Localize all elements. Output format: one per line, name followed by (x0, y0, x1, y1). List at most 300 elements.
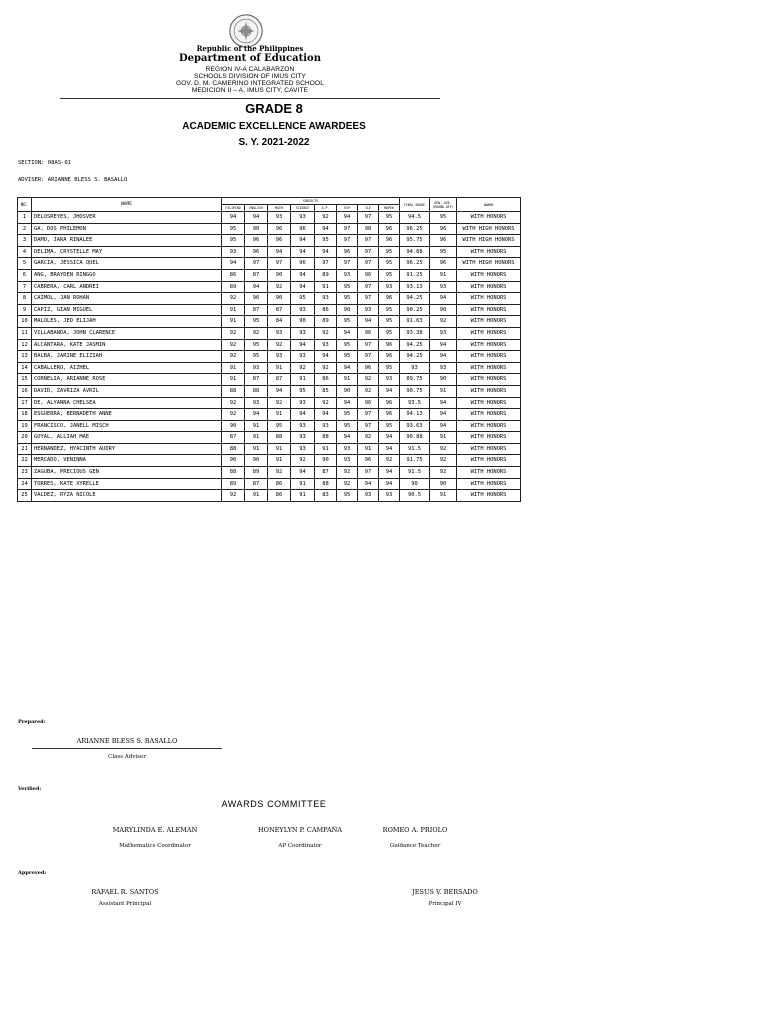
general-average: 96 (430, 223, 457, 235)
subject-header: A.P. (315, 205, 337, 212)
subject-grade: 93 (268, 327, 291, 339)
subject-grade: 91 (315, 281, 337, 293)
student-name: DELOSREYES, JHOSVER (32, 212, 222, 224)
header-divider (60, 98, 440, 99)
general-average: 95 (430, 212, 457, 224)
subject-grade: 96 (291, 258, 315, 270)
subject-grade: 94 (337, 362, 358, 374)
table-row (18, 269, 521, 281)
row-number: 13 (18, 351, 32, 363)
row-number: 10 (18, 316, 32, 328)
subject-grade: 97 (245, 258, 268, 270)
general-average: 91 (430, 385, 457, 397)
subject-grade: 86 (268, 490, 291, 502)
subject-grade: 91 (268, 409, 291, 421)
subject-grade: 94 (245, 212, 268, 224)
col-gen-ave-header: GEN. AVE. (ROUND-OFF) (430, 198, 457, 212)
address-line: MEDICION II – A, IMUS CITY, CAVITE (191, 87, 309, 94)
subject-grade: 94 (291, 281, 315, 293)
general-average: 94 (430, 351, 457, 363)
award: WITH HONORS (457, 467, 521, 479)
region-line: REGION IV-A CALABARZON (205, 66, 295, 73)
subject-header: ENGLISH (245, 205, 268, 212)
row-number: 17 (18, 397, 32, 409)
subject-grade: 93 (358, 490, 379, 502)
subject-grade: 93 (291, 212, 315, 224)
subject-grade: 96 (245, 235, 268, 247)
subject-grade: 87 (245, 478, 268, 490)
subject-grade: 88 (222, 467, 245, 479)
subject-grade: 91 (222, 304, 245, 316)
subject-grade: 95 (337, 351, 358, 363)
subject-grade: 94 (245, 409, 268, 421)
subject-grade: 93 (245, 397, 268, 409)
student-name: DE, ALYANNA CHELSEA (32, 397, 222, 409)
subject-grade: 97 (358, 339, 379, 351)
subject-grade: 90 (291, 316, 315, 328)
awards-title: ACADEMIC EXCELLENCE AWARDEES (182, 121, 366, 132)
subject-grade: 92 (268, 397, 291, 409)
school-year: S. Y. 2021-2022 (238, 137, 310, 148)
table-row (18, 339, 521, 351)
row-number: 6 (18, 269, 32, 281)
table-row (18, 443, 521, 455)
row-number: 14 (18, 362, 32, 374)
subject-grade: 95 (337, 339, 358, 351)
subject-grade: 88 (268, 432, 291, 444)
subject-grade: 94 (379, 467, 400, 479)
subject-grade: 95 (245, 339, 268, 351)
subject-grade: 97 (268, 258, 291, 270)
subject-grade: 95 (379, 269, 400, 281)
table-row (18, 455, 521, 467)
award: WITH HONORS (457, 304, 521, 316)
subject-grade: 92 (268, 467, 291, 479)
subject-grade: 97 (358, 212, 379, 224)
subject-grade: 92 (222, 351, 245, 363)
subject-grade: 87 (245, 304, 268, 316)
subject-grade: 97 (358, 246, 379, 258)
student-name: TORRES, KATE XYRELLE (32, 478, 222, 490)
verified-label: Verified: (18, 786, 42, 792)
prepared-name: ARIANNE BLESS S. BASALLO (76, 737, 178, 745)
subject-grade: 96 (358, 397, 379, 409)
subject-grade: 87 (315, 467, 337, 479)
student-name: GARCIA, JESSICA QUEL (32, 258, 222, 270)
approver-2-role: Principal IV (428, 901, 462, 907)
subject-grade: 91 (291, 374, 315, 386)
subject-grade: 92 (337, 467, 358, 479)
general-average: 92 (430, 467, 457, 479)
subject-grade: 95 (291, 293, 315, 305)
table-row (18, 362, 521, 374)
final-grade: 89.75 (400, 374, 430, 386)
subject-grade: 94 (291, 467, 315, 479)
award: WITH HONORS (457, 420, 521, 432)
subject-grade: 92 (337, 478, 358, 490)
subject-grade: 94 (337, 327, 358, 339)
subject-grade: 93 (291, 432, 315, 444)
final-grade: 94.25 (400, 351, 430, 363)
awardees-table (17, 197, 521, 502)
subject-grade: 93 (358, 304, 379, 316)
table-row (18, 467, 521, 479)
subject-grade: 83 (315, 490, 337, 502)
subject-grade: 97 (358, 409, 379, 421)
row-number: 22 (18, 455, 32, 467)
award: WITH HONORS (457, 212, 521, 224)
general-average: 94 (430, 420, 457, 432)
subject-grade: 93 (379, 281, 400, 293)
subject-grade: 94 (337, 397, 358, 409)
subject-grade: 87 (268, 304, 291, 316)
subject-grade: 92 (315, 327, 337, 339)
subject-grade: 95 (379, 212, 400, 224)
table-row (18, 409, 521, 421)
student-name: DAVID, ZAVRIZA AVRIL (32, 385, 222, 397)
subject-grade: 87 (245, 374, 268, 386)
award: WITH HONORS (457, 351, 521, 363)
subject-grade: 91 (337, 374, 358, 386)
subject-grade: 93 (337, 455, 358, 467)
subject-grade: 93 (315, 339, 337, 351)
subject-grade: 89 (222, 281, 245, 293)
student-name: ANG, BRAYDEN RINGGO (32, 269, 222, 281)
subject-grade: 93 (291, 304, 315, 316)
approver-1-role: Assistant Principal (98, 901, 152, 907)
verifier-3-role: Guidance Teacher (389, 843, 441, 849)
subject-grade: 90 (245, 223, 268, 235)
general-average: 93 (430, 362, 457, 374)
subject-grade: 96 (358, 327, 379, 339)
subject-grade: 95 (379, 327, 400, 339)
subject-grade: 95 (291, 385, 315, 397)
table-row (18, 432, 521, 444)
row-number: 23 (18, 467, 32, 479)
subject-grade: 96 (291, 223, 315, 235)
award: WITH HONORS (457, 409, 521, 421)
award: WITH HONORS (457, 339, 521, 351)
subject-grade: 91 (315, 443, 337, 455)
award: WITH HONORS (457, 269, 521, 281)
subject-grade: 91 (358, 443, 379, 455)
subject-header: MAPEH (379, 205, 400, 212)
approver-1-name: RAFAEL R. SANTOS (91, 888, 159, 896)
general-average: 91 (430, 490, 457, 502)
subject-grade: 97 (358, 467, 379, 479)
subject-grade: 88 (315, 432, 337, 444)
subject-grade: 97 (337, 258, 358, 270)
grade-title: GRADE 8 (245, 101, 303, 116)
subject-grade: 95 (337, 281, 358, 293)
subject-grade: 94 (291, 235, 315, 247)
subject-grade: 95 (222, 235, 245, 247)
subject-grade: 95 (379, 362, 400, 374)
section-label: SECTION: 08AS-01 (18, 160, 71, 166)
student-name: VILLABANDA, JOHN CLARENCE (32, 327, 222, 339)
subject-grade: 92 (358, 385, 379, 397)
student-name: MALOLES, JED ELIJAH (32, 316, 222, 328)
subject-grade: 98 (358, 223, 379, 235)
subject-grade: 86 (222, 269, 245, 281)
subject-grade: 90 (222, 455, 245, 467)
subject-grade: 90 (268, 293, 291, 305)
subject-grade: 93 (222, 246, 245, 258)
subject-grade: 93 (337, 269, 358, 281)
subject-grade: 95 (337, 490, 358, 502)
deped-seal-logo (229, 14, 263, 48)
subject-grade: 88 (222, 443, 245, 455)
table-row (18, 212, 521, 224)
row-number: 2 (18, 223, 32, 235)
subject-grade: 94 (358, 316, 379, 328)
subject-grade: 97 (358, 293, 379, 305)
subject-grade: 92 (315, 397, 337, 409)
general-average: 94 (430, 397, 457, 409)
student-name: HERNANDEZ, HYACINTH AUDRY (32, 443, 222, 455)
general-average: 93 (430, 281, 457, 293)
table-row (18, 351, 521, 363)
subject-grade: 95 (379, 304, 400, 316)
subject-grade: 92 (315, 212, 337, 224)
col-name-header: NAME (32, 198, 222, 212)
general-average: 91 (430, 432, 457, 444)
subject-grade: 94 (379, 443, 400, 455)
subject-grade: 93 (379, 490, 400, 502)
table-body (18, 212, 521, 502)
subject-grade: 94 (379, 432, 400, 444)
subject-grade: 91 (291, 478, 315, 490)
final-grade: 91.5 (400, 443, 430, 455)
subject-grade: 95 (379, 420, 400, 432)
subject-grade: 97 (358, 420, 379, 432)
subject-grade: 96 (268, 223, 291, 235)
subject-grade: 92 (222, 490, 245, 502)
committee-title: AWARDS COMMITTEE (221, 799, 327, 809)
table-row (18, 316, 521, 328)
student-name: CABRERA, CARL ANDREI (32, 281, 222, 293)
final-grade: 93.63 (400, 420, 430, 432)
adviser-label: ADVISER: ARIANNE BLESS S. BASALLO (18, 177, 128, 183)
general-average: 91 (430, 269, 457, 281)
subject-grade: 96 (358, 269, 379, 281)
final-grade: 94.88 (400, 246, 430, 258)
table-row (18, 281, 521, 293)
subject-grade: 93 (291, 397, 315, 409)
row-number: 24 (18, 478, 32, 490)
award: WITH HIGH HONORS (457, 258, 521, 270)
award: WITH HONORS (457, 490, 521, 502)
subject-header: SCIENCE (291, 205, 315, 212)
general-average: 93 (430, 327, 457, 339)
subject-grade: 93 (291, 327, 315, 339)
award: WITH HONORS (457, 362, 521, 374)
subject-grade: 91 (268, 455, 291, 467)
award: WITH HIGH HONORS (457, 235, 521, 247)
award: WITH HONORS (457, 385, 521, 397)
subject-grade: 95 (337, 293, 358, 305)
subject-grade: 90 (268, 269, 291, 281)
subject-grade: 97 (358, 258, 379, 270)
subject-grade: 89 (315, 316, 337, 328)
final-grade: 93.13 (400, 281, 430, 293)
final-grade: 91.75 (400, 455, 430, 467)
division-line: SCHOOLS DIVISION OF IMUS CITY (193, 73, 307, 80)
row-number: 19 (18, 420, 32, 432)
subject-grade: 93 (291, 351, 315, 363)
row-number: 15 (18, 374, 32, 386)
subject-grade: 89 (222, 478, 245, 490)
final-grade: 90 (400, 478, 430, 490)
award: WITH HONORS (457, 293, 521, 305)
row-number: 25 (18, 490, 32, 502)
subject-grade: 96 (379, 409, 400, 421)
table-row (18, 223, 521, 235)
subject-grade: 96 (379, 339, 400, 351)
table-row (18, 397, 521, 409)
republic-heading: Republic of the Philippines (196, 44, 304, 53)
student-name: GA, DOS PHILEMON (32, 223, 222, 235)
subject-grade: 88 (222, 385, 245, 397)
subject-grade: 87 (245, 269, 268, 281)
subject-grade: 91 (245, 432, 268, 444)
subject-grade: 91 (222, 374, 245, 386)
subject-grade: 97 (358, 351, 379, 363)
subject-grade: 94 (379, 385, 400, 397)
general-average: 90 (430, 478, 457, 490)
subject-grade: 93 (268, 212, 291, 224)
subject-grade: 91 (291, 490, 315, 502)
subject-grade: 94 (337, 212, 358, 224)
subject-grade: 91 (268, 443, 291, 455)
subject-grade: 92 (268, 339, 291, 351)
subject-grade: 89 (315, 269, 337, 281)
subject-grade: 96 (268, 235, 291, 247)
student-name: CAIMOL, JAN ROHAN (32, 293, 222, 305)
subject-grade: 97 (358, 281, 379, 293)
student-name: FRANCISCO, JANELL MISCH (32, 420, 222, 432)
award: WITH HONORS (457, 432, 521, 444)
subject-grade: 94 (291, 269, 315, 281)
subject-grade: 94 (379, 478, 400, 490)
award: WITH HONORS (457, 478, 521, 490)
award: WITH HONORS (457, 327, 521, 339)
row-number: 4 (18, 246, 32, 258)
subject-grade: 93 (379, 374, 400, 386)
subject-grade: 92 (245, 327, 268, 339)
subject-grade: 92 (222, 397, 245, 409)
award: WITH HONORS (457, 246, 521, 258)
subject-grade: 86 (315, 304, 337, 316)
subject-grade: 91 (222, 362, 245, 374)
award: WITH HONORS (457, 281, 521, 293)
subject-grade: 89 (245, 467, 268, 479)
subject-grade: 92 (358, 374, 379, 386)
subject-grade: 95 (337, 409, 358, 421)
subject-grade: 96 (358, 362, 379, 374)
subject-grade: 90 (222, 420, 245, 432)
subject-grade: 85 (315, 385, 337, 397)
subject-grade: 95 (315, 235, 337, 247)
subject-grade: 96 (379, 223, 400, 235)
subject-grade: 95 (268, 420, 291, 432)
subject-grade: 94 (315, 351, 337, 363)
subject-grade: 92 (222, 293, 245, 305)
subject-grade: 91 (222, 316, 245, 328)
subject-grade: 94 (315, 223, 337, 235)
subject-grade: 97 (337, 223, 358, 235)
subject-grade: 86 (315, 374, 337, 386)
row-number: 20 (18, 432, 32, 444)
subject-grade: 96 (379, 351, 400, 363)
table-row (18, 235, 521, 247)
subject-grade: 94 (291, 339, 315, 351)
row-number: 8 (18, 293, 32, 305)
subject-grade: 94 (291, 409, 315, 421)
subject-grade: 93 (337, 443, 358, 455)
final-grade: 96.25 (400, 258, 430, 270)
verifier-3-name: ROMEO A. PRIOLO (382, 826, 448, 834)
student-name: CORNELIA, ARIANNE ROSE (32, 374, 222, 386)
subject-grade: 86 (268, 478, 291, 490)
subject-grade: 95 (337, 420, 358, 432)
subject-grade: 90 (315, 455, 337, 467)
subject-grade: 93 (245, 362, 268, 374)
final-grade: 93.38 (400, 327, 430, 339)
final-grade: 93.5 (400, 397, 430, 409)
subject-grade: 95 (222, 223, 245, 235)
final-grade: 94.25 (400, 339, 430, 351)
subject-grade: 96 (245, 293, 268, 305)
subject-header: TLE (358, 205, 379, 212)
subject-grade: 88 (245, 385, 268, 397)
department-heading: Department of Education (179, 53, 321, 64)
student-name: DELIMA, CRYSTELLE MAY (32, 246, 222, 258)
row-number: 16 (18, 385, 32, 397)
subject-grade: 94 (315, 246, 337, 258)
table-row (18, 490, 521, 502)
table-row (18, 420, 521, 432)
row-number: 5 (18, 258, 32, 270)
subject-grade: 95 (379, 258, 400, 270)
col-subjects-header: SUBJECTS (222, 198, 400, 205)
verifier-2-role: AP Coordinator (278, 843, 322, 849)
award: WITH HONORS (457, 443, 521, 455)
general-average: 92 (430, 316, 457, 328)
award: WITH HONORS (457, 397, 521, 409)
general-average: 96 (430, 258, 457, 270)
subject-grade: 91 (245, 443, 268, 455)
table-row (18, 304, 521, 316)
subject-grade: 92 (222, 327, 245, 339)
subject-grade: 96 (379, 293, 400, 305)
final-grade: 91.25 (400, 269, 430, 281)
subject-grade: 94 (291, 246, 315, 258)
subject-grade: 94 (268, 246, 291, 258)
subject-grade: 94 (245, 281, 268, 293)
student-name: DAMO, JARA RINALEE (32, 235, 222, 247)
student-name: MERCADO, VENINNA (32, 455, 222, 467)
final-grade: 93 (400, 362, 430, 374)
subject-grade: 95 (379, 316, 400, 328)
subject-grade: 92 (222, 409, 245, 421)
general-average: 90 (430, 304, 457, 316)
subject-grade: 94 (337, 432, 358, 444)
table-row (18, 258, 521, 270)
final-grade: 91.5 (400, 467, 430, 479)
final-grade: 90.25 (400, 304, 430, 316)
student-name: ESGUERRA, BERNADETH ANNE (32, 409, 222, 421)
